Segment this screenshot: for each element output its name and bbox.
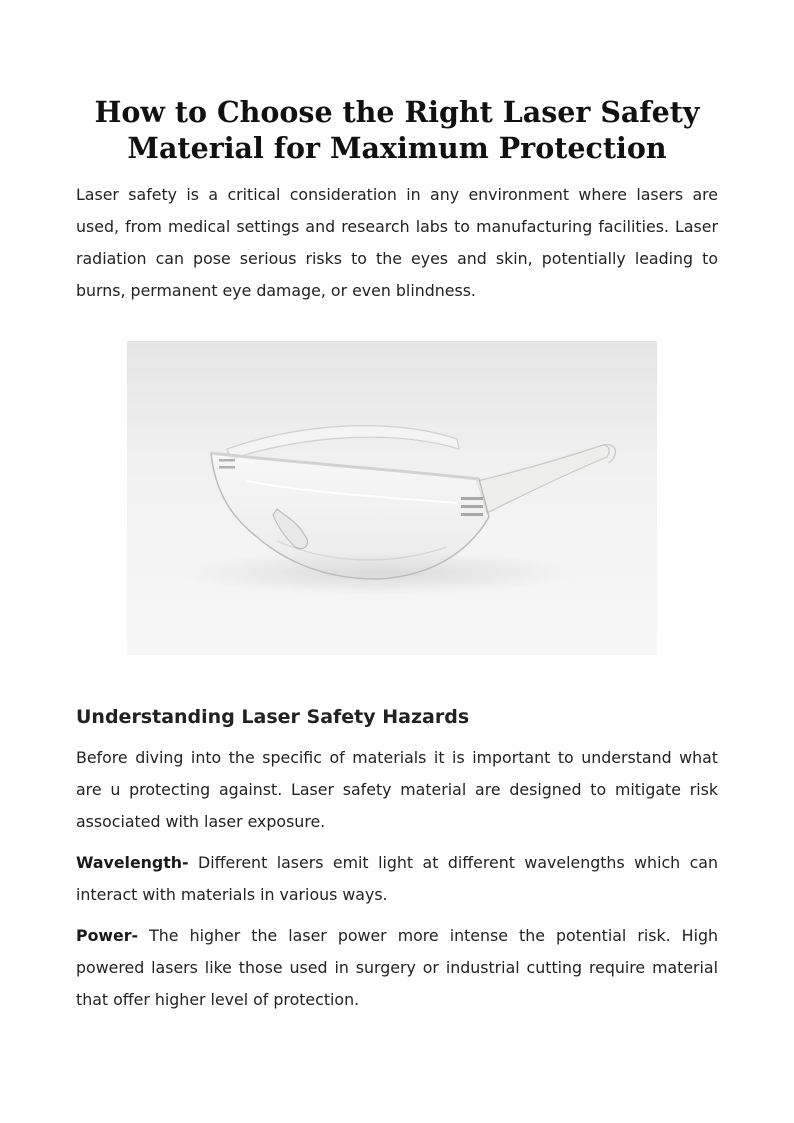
wavelength-label: Wavelength-: [76, 853, 189, 872]
intro-paragraph: Laser safety is a critical consideration in any environment where lasers are used, from medical settings and research labs to manufacturing facilities. Laser radiation can pose serious risks to the eyes and skin, potentially leading to burns, permanent eye damage, or even blindness.: [76, 185, 718, 300]
section-paragraph: Before diving into the specific of materials it is important to understand what are u protecting against. Laser safety material are designed to mitigate risk associated with laser exposure.: [76, 748, 718, 831]
power-text: The higher the laser power more intense the potential risk. High powered lasers like those used in surgery or industrial cutting require material that offer higher level of protection.: [76, 926, 718, 1009]
safety-glasses-photo: [127, 341, 657, 655]
power-paragraph: [76, 920, 718, 1016]
safety-glasses-illustration: [127, 341, 657, 655]
section-heading: Understanding Laser Safety Hazards: [76, 706, 470, 728]
power-label: Power-: [76, 926, 139, 945]
wavelength-paragraph: [76, 847, 718, 911]
wavelength-text: Different lasers emit light at different wavelengths which can interact with materials in various ways.: [76, 853, 718, 904]
page-title: How to Choose the Right Laser Safety Material for Maximum Protection: [94, 95, 700, 165]
